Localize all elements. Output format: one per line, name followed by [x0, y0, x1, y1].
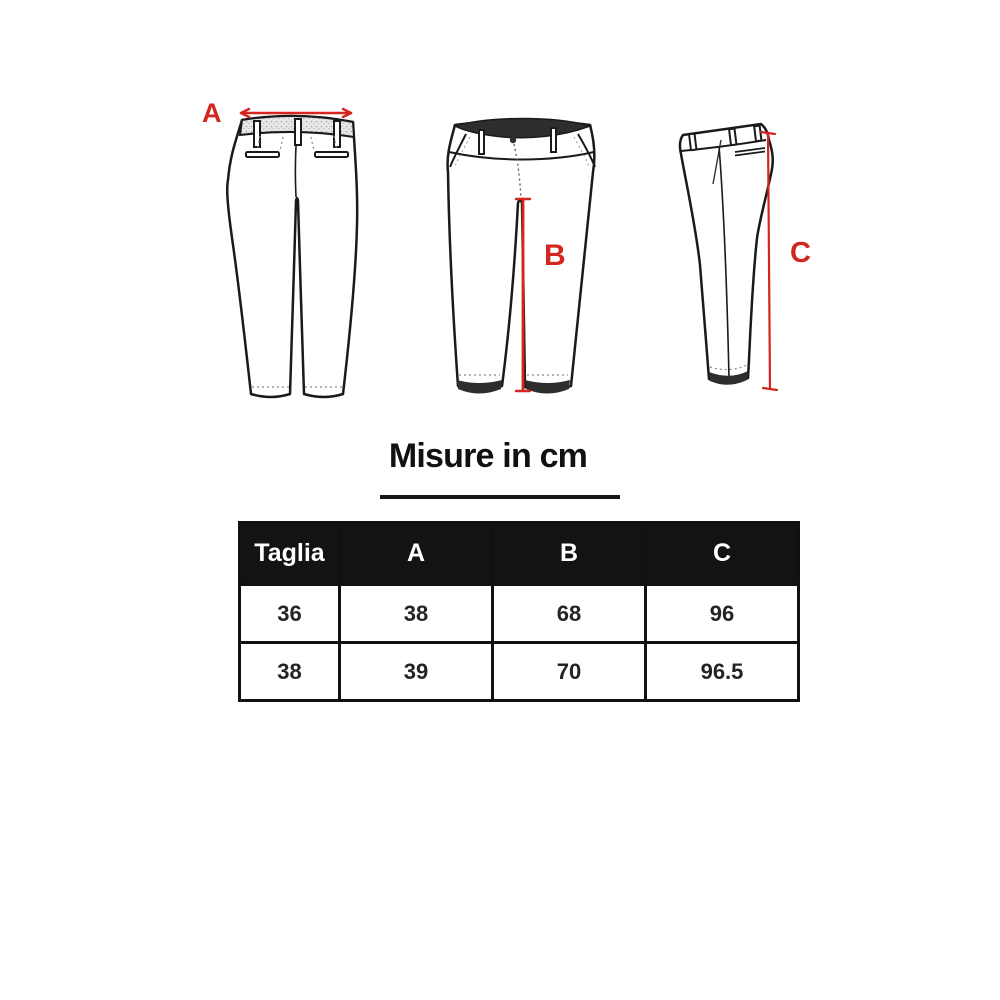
cell-b: 70 — [493, 643, 646, 701]
waist-button — [510, 137, 516, 143]
cell-a: 38 — [340, 585, 493, 643]
cell-b: 68 — [493, 585, 646, 643]
pants-back-view — [200, 95, 365, 405]
measure-label-b: B — [544, 239, 566, 272]
belt-loop — [551, 128, 556, 152]
belt-loop — [479, 130, 484, 154]
cell-a: 39 — [340, 643, 493, 701]
size-table — [238, 521, 800, 702]
pants-side-outline — [680, 124, 773, 383]
size-table-header-row — [240, 523, 799, 585]
back-pocket — [315, 152, 348, 157]
header-taglia: Taglia — [240, 523, 340, 585]
header-a: A — [340, 523, 493, 585]
cell-c: 96.5 — [646, 643, 799, 701]
table-row — [240, 585, 799, 643]
cell-c: 96 — [646, 585, 799, 643]
table-row — [240, 643, 799, 701]
title-underline — [380, 495, 620, 499]
measure-label-a: A — [202, 98, 222, 128]
measure-label-c: C — [790, 237, 811, 269]
belt-loop — [295, 119, 301, 145]
pants-front-view — [445, 110, 600, 405]
back-pocket — [246, 152, 279, 157]
header-c: C — [646, 523, 799, 585]
header-b: B — [493, 523, 646, 585]
belt-loop — [334, 121, 340, 147]
page-title: Misure in cm — [388, 437, 588, 475]
cell-size: 36 — [240, 585, 340, 643]
belt-loop — [254, 121, 260, 147]
pants-front-outline — [448, 121, 595, 390]
pants-back-outline — [227, 116, 357, 397]
cell-size: 38 — [240, 643, 340, 701]
